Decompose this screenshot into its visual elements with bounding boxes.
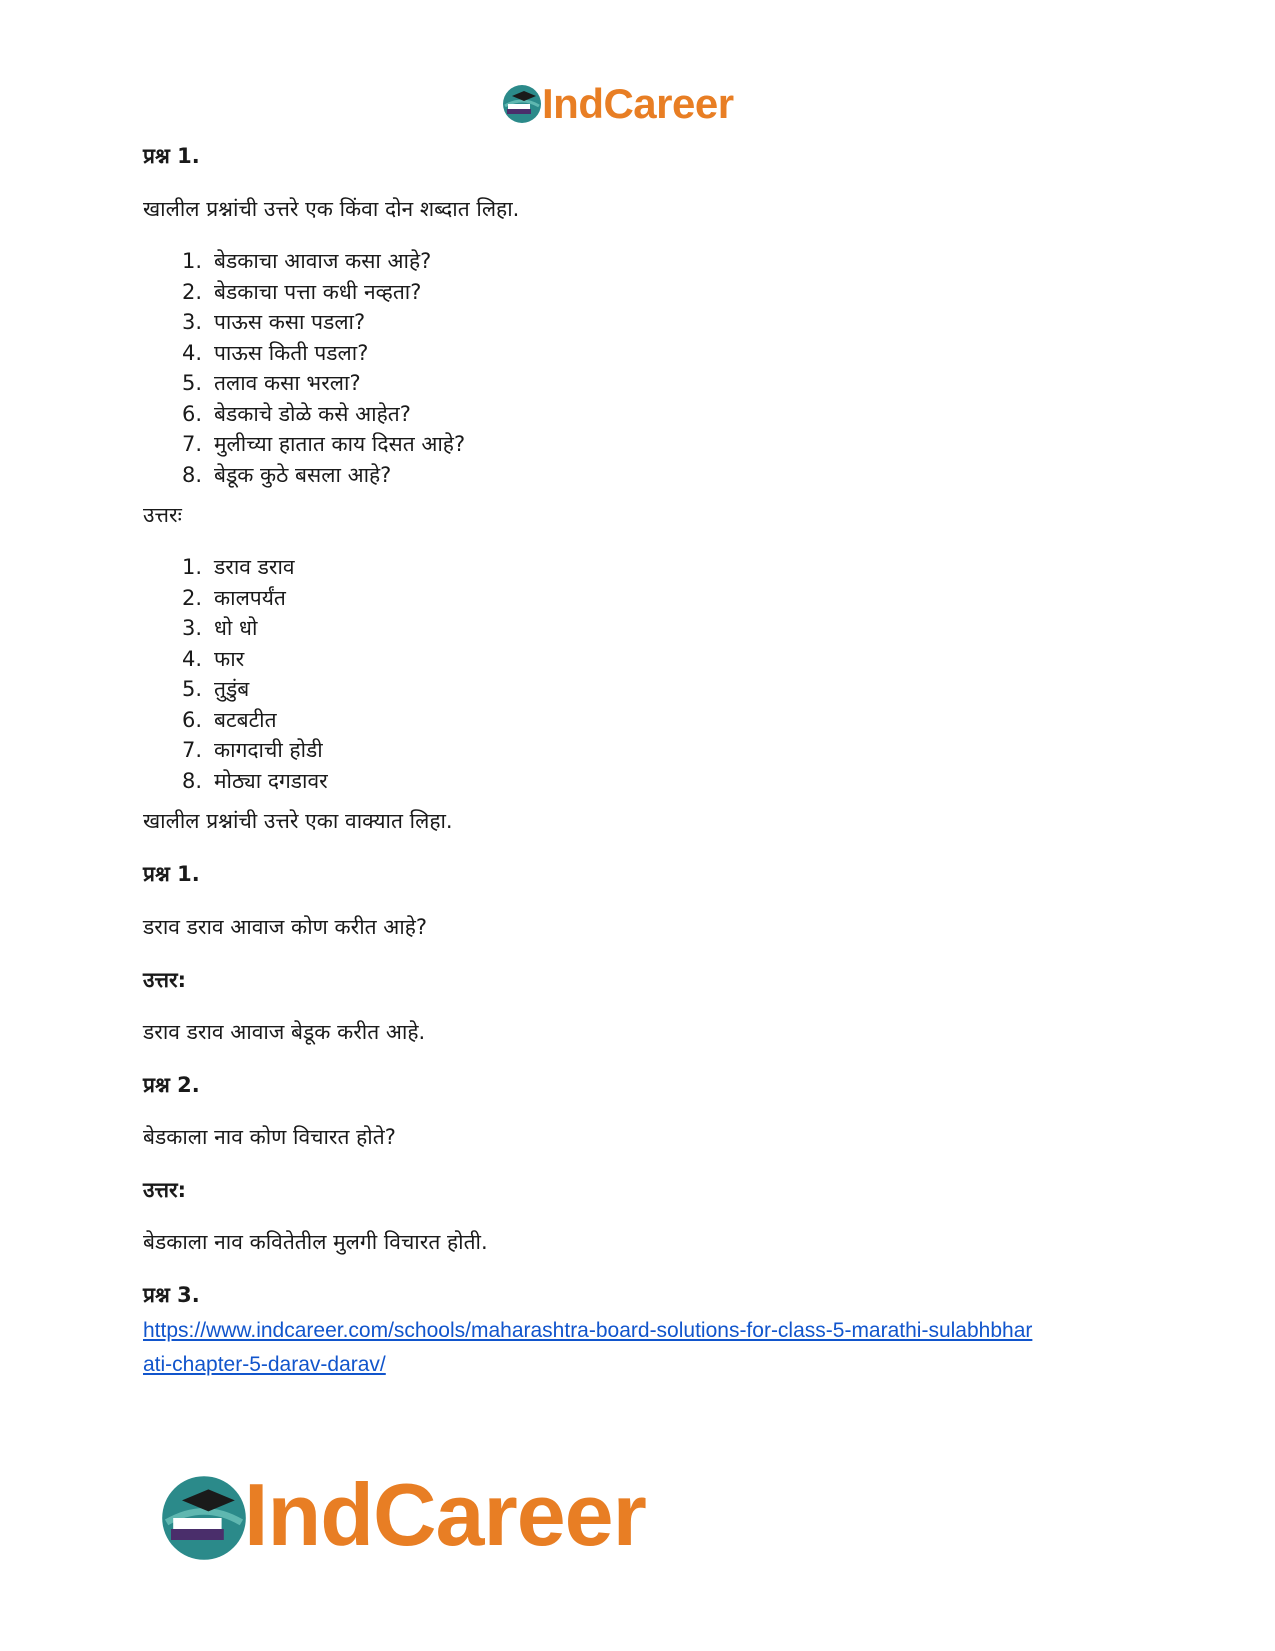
globe-icon — [502, 84, 542, 124]
s2-q1-answer: डराव डराव आवाज बेडूक करीत आहे. — [143, 1020, 426, 1044]
answers-label: उत्तरः — [143, 503, 182, 527]
s2-q2-question: बेडकाला नाव कोण विचारत होते? — [143, 1125, 396, 1149]
s2-q2-heading: प्रश्न 2. — [143, 1073, 200, 1097]
s2-q1-heading: प्रश्न 1. — [143, 862, 200, 886]
s2-q2-answer: बेडकाला नाव कवितेतील मुलगी विचारत होती. — [143, 1230, 488, 1254]
s2-q1-question: डराव डराव आवाज कोण करीत आहे? — [143, 915, 428, 939]
s2-q3-heading: प्रश्न 3. — [143, 1283, 200, 1307]
q1-instruction: खालील प्रश्नांची उत्तरे एक किंवा दोन शब्दात लिहा. — [143, 197, 520, 221]
q1-heading: प्रश्न 1. — [143, 144, 200, 168]
source-link-line1[interactable]: https://www.indcareer.com/schools/maharashtra-board-solutions-for-class-5-marathi-sulabhbhar — [143, 1319, 1033, 1342]
section2-instruction: खालील प्रश्नांची उत्तरे एका वाक्यात लिहा. — [143, 809, 453, 833]
globe-icon — [160, 1474, 248, 1562]
brand-wordmark: IndCareer — [244, 1465, 646, 1564]
footer-logo — [160, 1465, 720, 1568]
source-link-block — [143, 1314, 1032, 1382]
s2-q2-answer-label: उत्तर: — [143, 1178, 187, 1202]
brand-wordmark: IndCareer — [542, 80, 734, 127]
s2-q1-answer-label: उत्तर: — [143, 968, 187, 992]
source-link-line2[interactable]: ati-chapter-5-darav-darav/ — [143, 1353, 386, 1376]
header-logo — [502, 80, 782, 132]
